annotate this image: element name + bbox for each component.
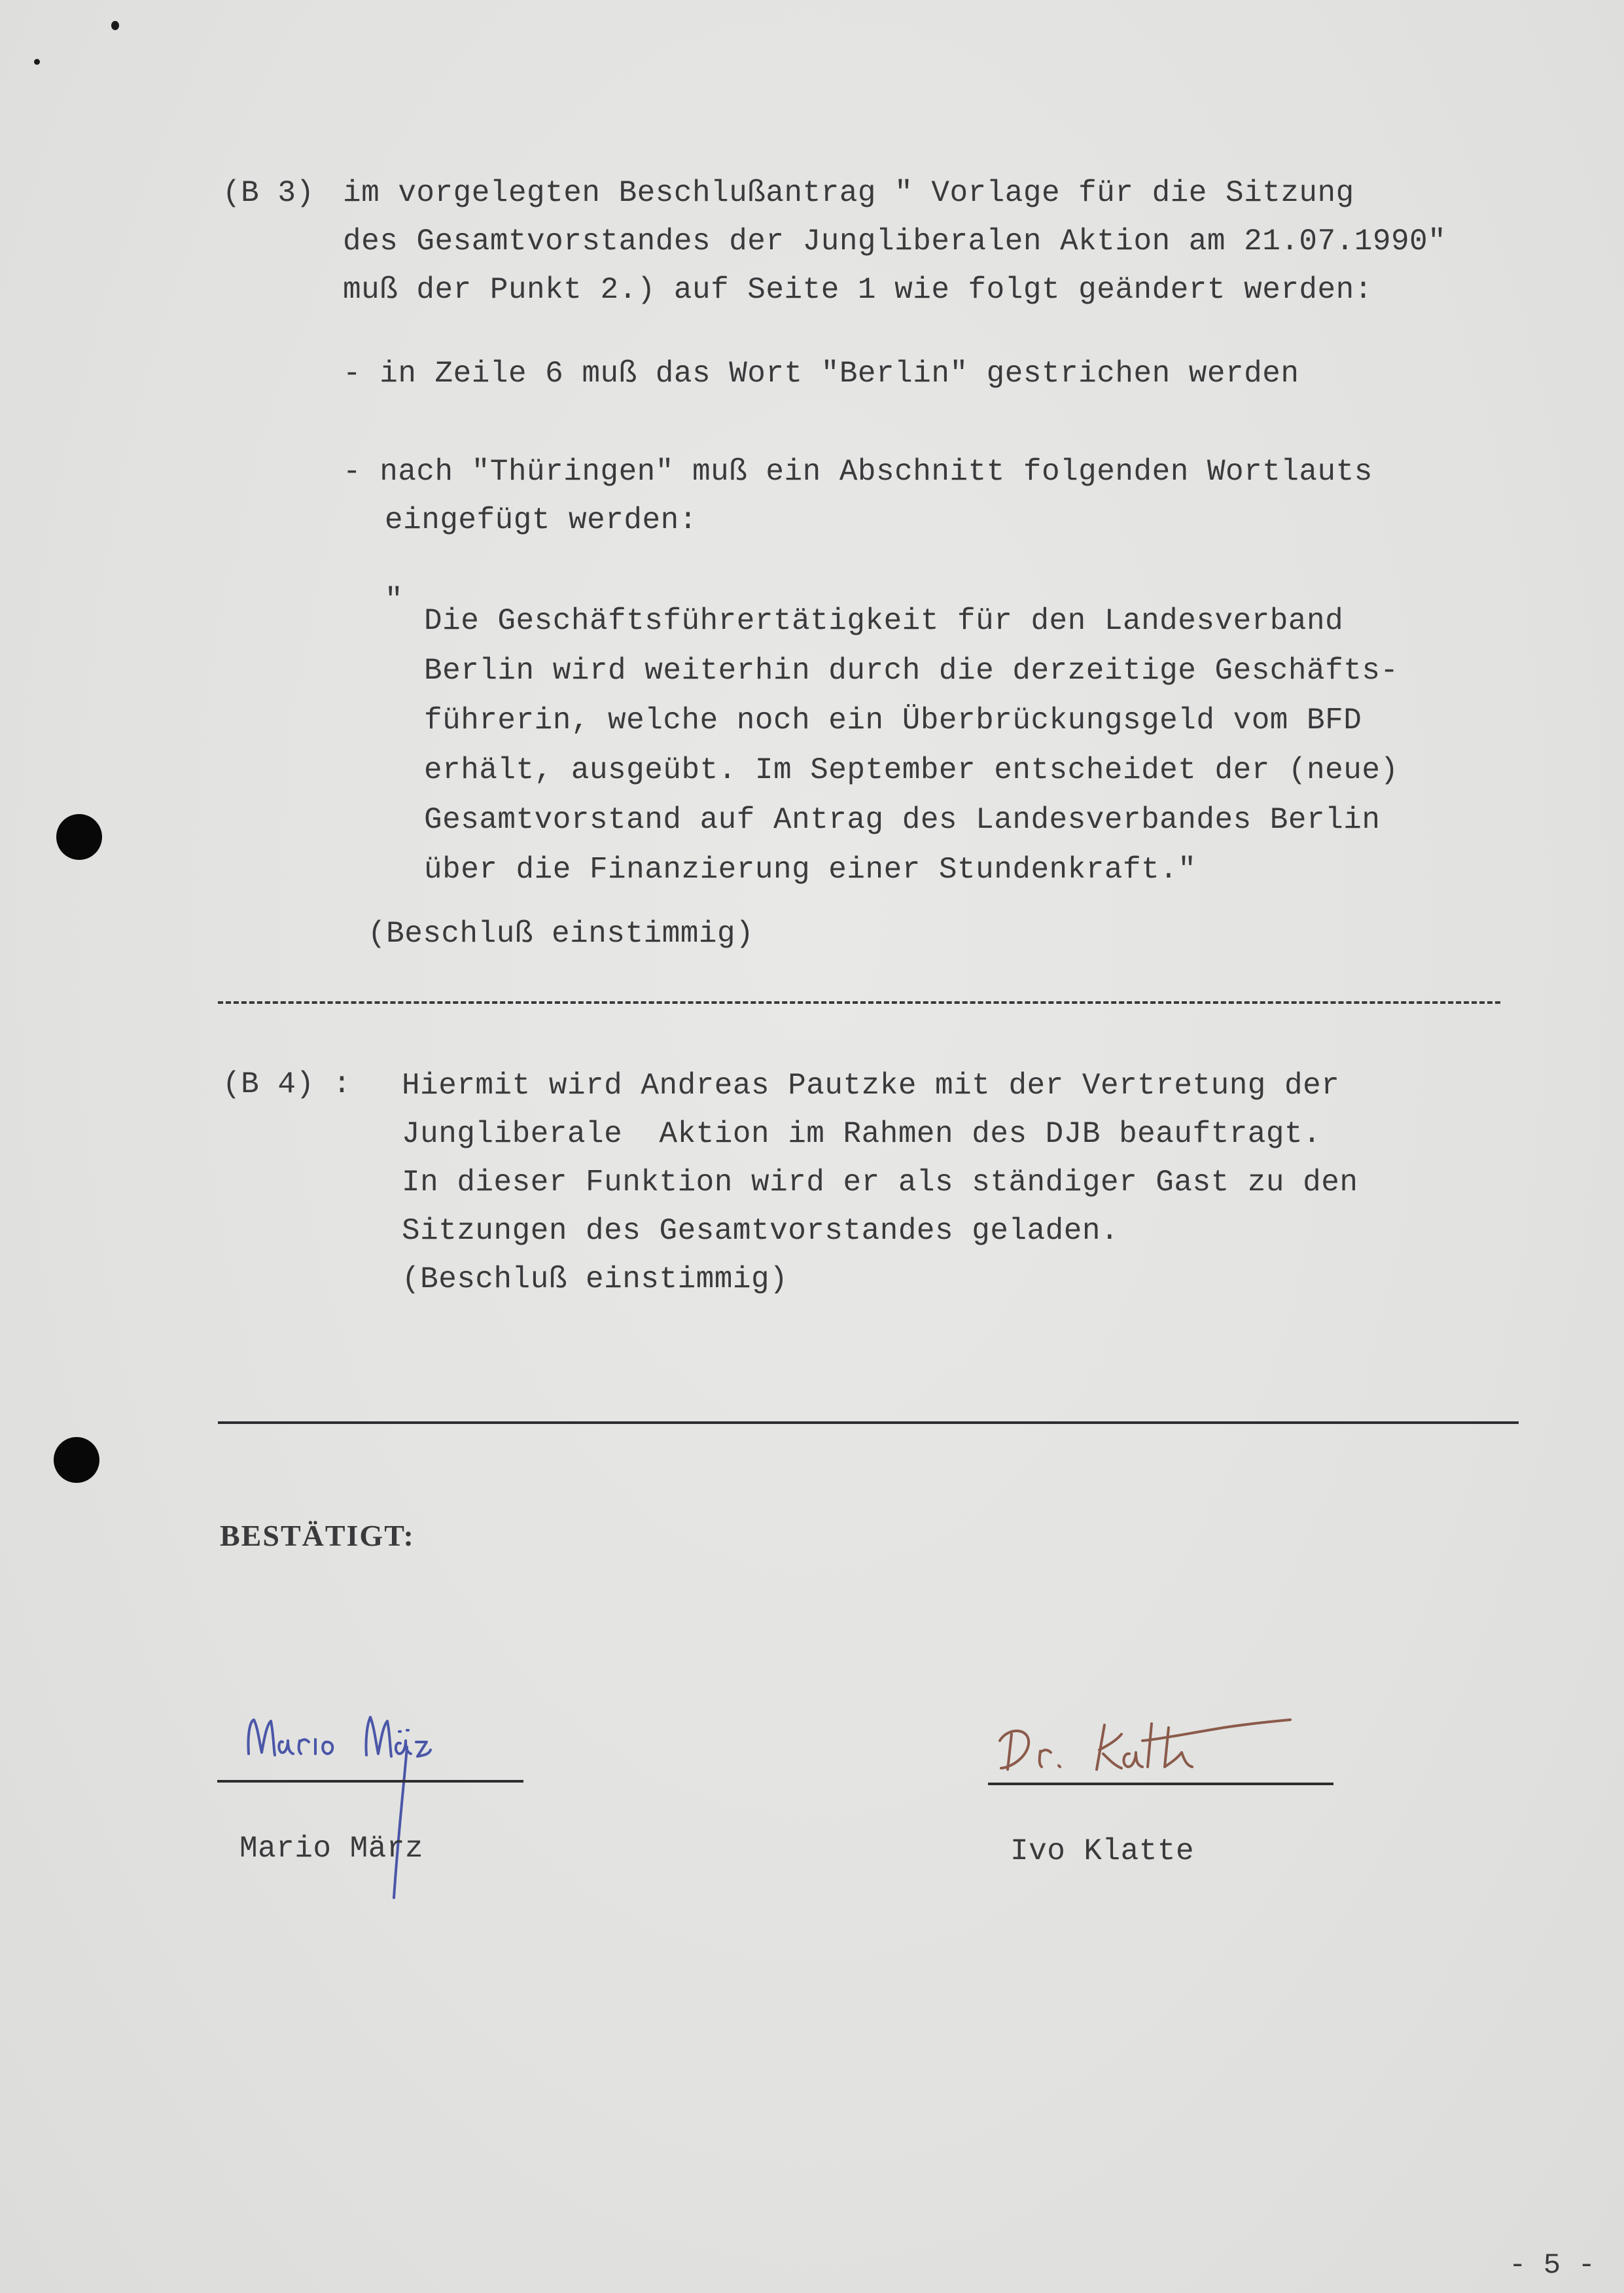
punch-hole-lower <box>54 1437 99 1483</box>
b3-quote-line-1: Die Geschäftsführertätigkeit für den Landesverband <box>424 604 1344 638</box>
b3-quote-line-2: Berlin wird weiterhin durch die derzeitige Geschäfts- <box>424 654 1399 688</box>
b3-result: (Beschluß einstimmig) <box>368 917 754 951</box>
b3-bullet-1: - in Zeile 6 muß das Wort "Berlin" gestrichen werden <box>343 357 1299 391</box>
dashed-divider <box>218 1001 1500 1004</box>
b4-label: (B 4) : <box>222 1067 351 1101</box>
page-number: - 5 - <box>1509 2249 1596 2282</box>
confirmation-heading: BESTÄTIGT: <box>220 1519 415 1552</box>
b3-label: (B 3) <box>222 176 315 210</box>
b3-line-3: muß der Punkt 2.) auf Seite 1 wie folgt geändert werden: <box>343 273 1373 307</box>
b4-line-4: Sitzungen des Gesamtvorstandes geladen. <box>402 1214 1120 1248</box>
signer-name-mario: Mario März <box>239 1832 424 1866</box>
ink-speck <box>34 59 40 65</box>
b3-line-1: im vorgelegten Beschlußantrag " Vorlage für die Sitzung <box>343 176 1354 210</box>
b3-bullet-2-line-1: - nach "Thüringen" muß ein Abschnitt folgenden Wortlauts <box>343 455 1373 489</box>
b4-line-3: In dieser Funktion wird er als ständiger Gast zu den <box>402 1165 1358 1200</box>
b3-quote-line-3: führerin, welche noch ein Überbrückungsgeld vom BFD <box>424 703 1362 738</box>
signature-line-mario <box>217 1780 523 1783</box>
b3-bullet-2-line-2: eingefügt werden: <box>385 503 697 537</box>
b4-result: (Beschluß einstimmig) <box>402 1262 788 1296</box>
signature-ivo-klatte <box>988 1715 1296 1793</box>
signature-mario-maerz <box>236 1701 471 1937</box>
b3-line-2: des Gesamtvorstandes der Jungliberalen Aktion am 21.07.1990" <box>343 224 1447 258</box>
punch-hole-upper <box>56 814 102 860</box>
b3-quote-mark: " <box>385 583 404 617</box>
signer-name-ivo: Ivo Klatte <box>1010 1834 1195 1868</box>
signature-line-ivo <box>988 1783 1333 1785</box>
b4-line-1: Hiermit wird Andreas Pautzke mit der Vertretung der <box>402 1069 1340 1103</box>
ink-speck <box>111 21 119 30</box>
solid-divider <box>218 1421 1519 1424</box>
b3-quote-line-5: Gesamtvorstand auf Antrag des Landesverbandes Berlin <box>424 803 1381 837</box>
b4-line-2: Jungliberale Aktion im Rahmen des DJB beauftragt. <box>402 1117 1322 1151</box>
b3-quote-line-6: über die Finanzierung einer Stundenkraft." <box>424 853 1197 887</box>
b3-quote-line-4: erhält, ausgeübt. Im September entscheidet der (neue) <box>424 753 1399 787</box>
